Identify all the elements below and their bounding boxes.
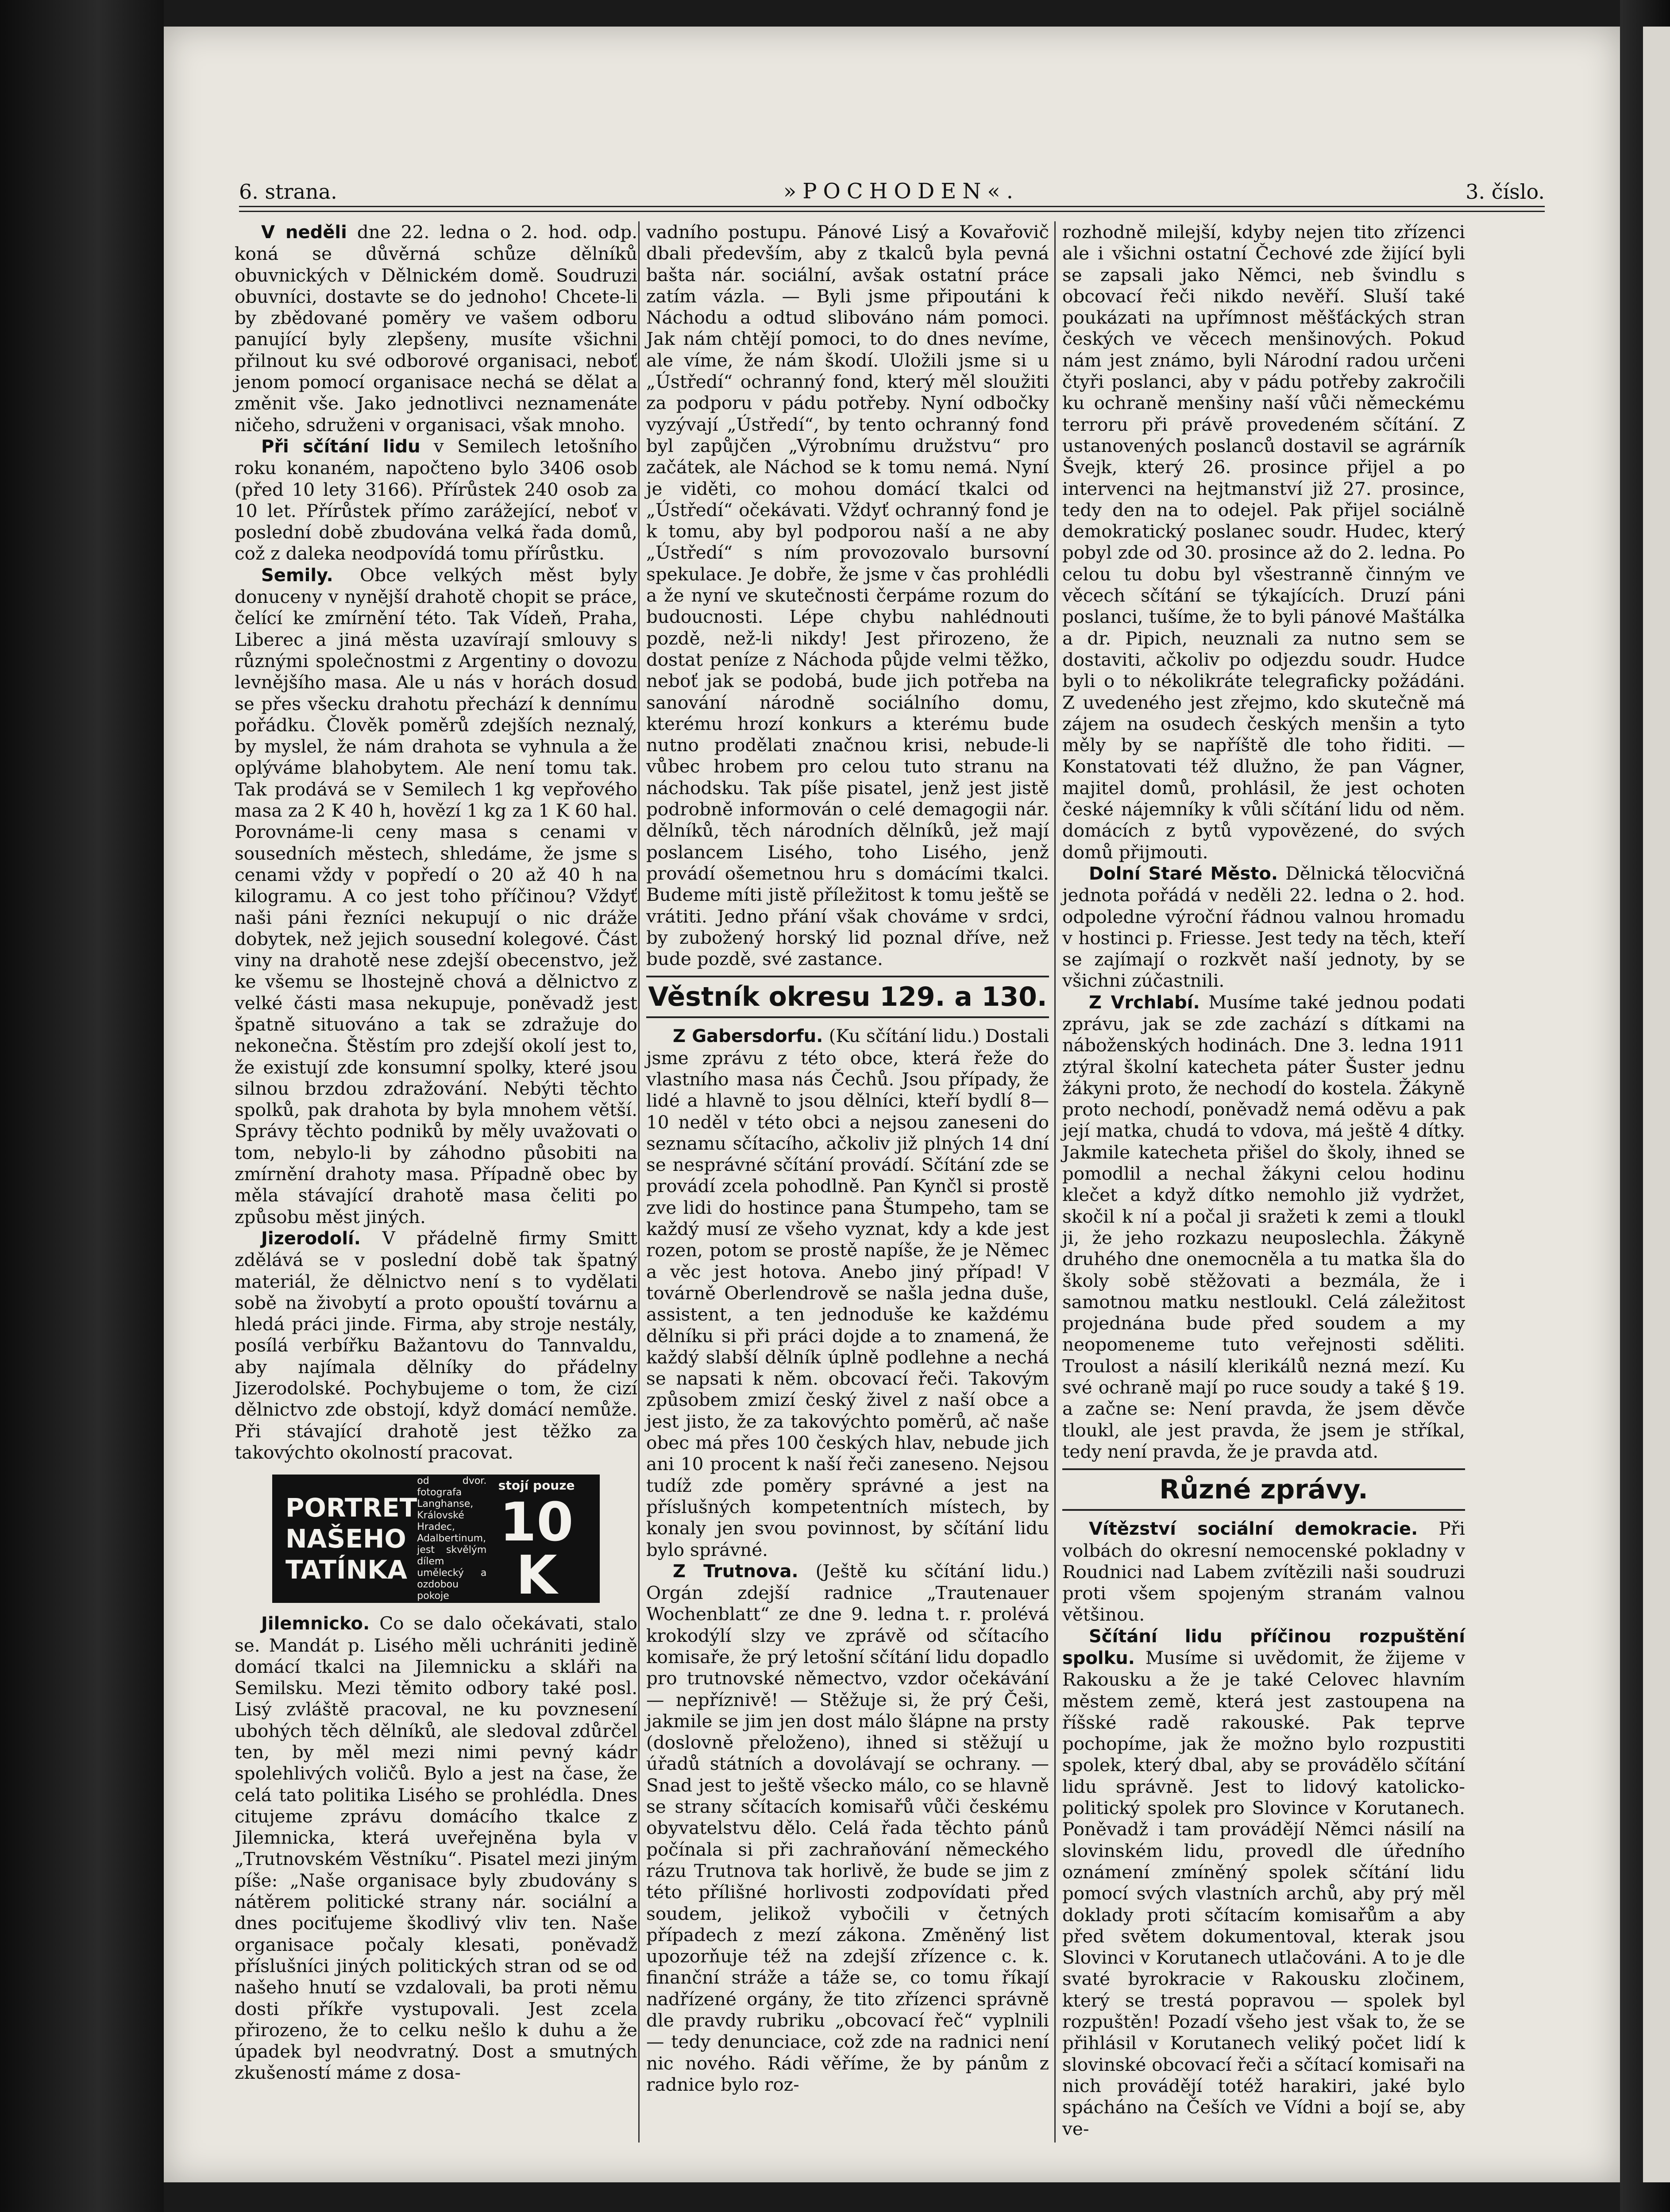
ad-line: NAŠEHO: [285, 1524, 406, 1554]
ad-price-amount: 10 K: [499, 1492, 574, 1607]
article-head: Jilemnicko.: [261, 1614, 370, 1634]
article-text: v Semilech letošního roku konaném, napočteno bylo 3406 osob (před 10 lety 3166). Přírůstek 240 osob za 10 let. Přírůstek přímo zarážející, neboť v poslední době zbudována velká řada domů, což z daleka neodpovídá tomu přírůstku.: [235, 435, 638, 564]
ad-line: TATÍNKA: [285, 1555, 407, 1585]
article: [646, 1025, 1049, 1560]
article: [235, 1613, 637, 2084]
column-3: [1062, 221, 1465, 2139]
page-header: [239, 173, 1545, 204]
article-head: Semily.: [261, 565, 333, 586]
article: [235, 436, 637, 564]
ad-price-label: stojí pouze: [498, 1478, 575, 1493]
article-text: Dělnická tělocvičná jednota pořádá v neděli 22. ledna o 2. hod. odpoledne výroční řádnou valnou hromadu v hostinci p. Friesse. Jest tedy na těch, kteří se zajímají o rozkvět naší jednoty, by se všichni zúčastnili.: [1062, 862, 1465, 992]
article-continuation: vadního postupu. Pánové Lisý a Kovařovič dbali především, aby z tkalců byla pevná bašta nár. sociální, avšak ostatní práce zatím vázla. — Byli jsme připoutáni k Náchodu a odtud slibováno nám pomoci. Jak nám chtějí pomoci, to do dnes nevíme, ale víme, že nám škodí. Uložili jsme si u „Ústředí“ ochranný fond, který měl sloužiti za podporu v pádu potřeby. Nyní odbočky vyzývají „Ústředí“, by tento ochranný fond byl zapůjčen „Výrobnímu družstvu“ pro začátek, ale Náchod se k tomu nemá. Nyní je viděti, co mohou domácí tkalci od „Ústředí“ očekávati. Vždyť ochranný fond je k tomu, aby byl podporou naší a ne aby „Ústředí“ s ním provozovalo bursovní spekulace. Je dobře, že jsme v čas prohlédli a že nyní ve skutečnosti čerpáme rozum do budoucnosti. Lépe chybu nahlédnouti pozdě, než-li nikdy! Jest přirozeno, že dostat peníze z Náchoda půjde velmi těžko, neboť jak se podobá, bude jich potřeba na sanování národně sociálního domu, kterému hrozí konkurs a kterému bude nutno prodělati značnou krisi, nebude-li vůbec hrobem pro celou tuto stranu na náchodsku. Tak píše pisatel, jenž jest jistě podrobně informován o celé demagogii nár. dělníků, těch národních dělníků, jež mají poslancem Lisého, toho Lisého, jenž provádí ošemetnou hru s domácími tkalci. Budeme míti jistě příležitost k tomu ještě se vrátiti. Jedno přání však chováme v srdci, by zubožený horský lid poznal dříve, než bude pozdě, své zastance.: [646, 221, 1049, 970]
article-head: Dolní Staré Město.: [1089, 863, 1278, 884]
header-rule: [239, 206, 1545, 212]
article: [235, 1228, 637, 1463]
article: [1062, 863, 1465, 992]
ad-line: PORTRET: [285, 1493, 417, 1523]
scan-border-left: [0, 0, 164, 2212]
ad-description: od dvor. fotografa Langhanse, Královské Hradec, Adalbertinum, jest skvělým dílem umělecký a ozdobou pokoje: [417, 1475, 487, 1602]
article-text: Při volbách do okresní nemocenské pokladny v Roudnici nad Labem zvítězili naši soudruzi proti všem spojeným stranám valnou většinou.: [1062, 1518, 1466, 1625]
article-text: (Ku sčítání lidu.) Dostali jsme zprávu z této obce, která řeže do vlastního masa nás Čechů. Jsou případy, že lidé a hlavně to jsou dělníci, kteří bydlí 8—10 neděl v této obci a nejsou zaneseni do seznamu sčítacího, ačkoliv již plných 14 dní se nesprávné sčítání provádí. Sčítání zde se provádí zcela pohodlně. Pan Kynčl si prostě zve lidi do hostince pana Štumpeho, tam se každý musí ze všeho vyznat, kdy a kde jest rozen, potom se prostě napíše, že je Němec a věc jest hotova. Anebo jiný případ! V továrně Oberlendrově se našla jedna duše, assistent, a ten jednoduše ke každému dělníku si při práci dojde a to znamená, že každý slabší dělník úplně podlehne a nechá se napsati k něm. obcovací řeči. Takovým způsobem zmizí český živel z naší obce a jest jisto, že za takovýchto poměrů, ač naše obec má přes 100 českých hlav, nebude jich ani 10 procent k naší řeči zaneseno. Nejsou tudíž zde poměry správné a jest na příslušných kompetentních místech, by konaly jen svou povinnost, by sčítání lidu bylo správné.: [646, 1025, 1049, 1560]
adjacent-page-edge: [1643, 27, 1670, 2182]
article: [1062, 1518, 1465, 1625]
article-text: Musíme si uvědomit, že žijeme v Rakousku a že je také Celovec hlavním městem země, která jest zastoupena na říšské radě rakouské. Pak teprve pochopíme, jak že možno bylo rozpustiti spolek, který dbal, aby se provádělo sčítání lidu správně. Jest to lidový katolicko-politický spolek pro Slovince v Korutanech. Poněvadž i tam provádějí Němci násilí na slovinském lidu, provedl dle úředního oznámení zmíněný spolek sčítání lidu pomocí svých vlastních archů, aby prý měl doklady proti sčítacím komisařům a aby před světem dokumentoval, kterak jsou Slovinci v Korutanech utlačováni. A to je dle svaté byrokracie v Rakousku zločinem, který se trestá popravou — spolek byl rozpuštěn! Pozadí všeho jest však to, že se přihlásil v Korutanech veliký počet lidí k slovinské obcovací řeči a sčítací komisaři na nich provádějí totéž harakiri, jaké bylo spácháno na Češích ve Vídni a bojí se, aby ve-: [1062, 1647, 1465, 2139]
article-text: Musíme také jednou podati zprávu, jak se zde zachází s dítkami na náboženských hodinách. Dne 3. ledna 1911 ztýral školní katecheta páter Šuster jednu žákyni proto, že nechodí do kostela. Žákyně proto nechodí, poněvadž nemá oděvu a pak její matka, chudá to vdova, má ještě 4 dítky. Jakmile katecheta přišel do školy, ihned se pomodlil a nechal žákyni celou hodinu klečet a když dítko nemohlo již vydržet, skočil k ní a počal ji sražeti k zemi a tloukl ji, že jeho rozkazu neuposlechla. Žákyně druhého dne onemocněla a tu matka šla do školy sobě stěžovati a bezmála, že i samotnou matku nestloukl. Celá záležitost projednána bude před soudem a my neopomeneme tuto veřejnosti sděliti. Troulost a násilí klerikálů nezná mezí. Ku své ochraně mají po ruce soudy a také § 19. a začne se: Není pravda, že jsem děvče tloukl, ale jest pravda, že jsem je stříkal, tedy není pravda, že je pravda atd.: [1062, 991, 1465, 1462]
ad-price: [486, 1475, 586, 1607]
page-number: 6. strana.: [239, 180, 337, 204]
column-rule: [638, 221, 640, 2143]
article-text: Co se dalo očekávati, stalo se. Mandát p. Lisého měli uchrániti jedině domácí tkalci na Jilemnicku a skláři na Semilsku. Mezi těmito odbory také posl. Lisý zvláště pracoval, ne ku povznesení ubohých těch dělníků, ale sledoval zdůrčel ten, by měl mezi nimi pevný kádr spolehlivých voličů. Bylo a jest na čase, že celá tato politika Lisého se prohlédla. Dnes citujeme zprávu domácího tkalce z Jilemnicka, která uveřejněna byla v „Trutnovském Věstníku“. Pisatel mezi jiným píše: „Naše organisace byly zbudovány s nátěrem politické strany nár. sociální a dnes pociťujeme škodlivý vliv ten. Naše organisace počaly klesati, poněvadž příslušníci jiných politických stran od se od našeho hnutí se vzdalovali, ba proti němu dosti příkře vystupovali. Jest zcela přirozeno, že to celku nešlo k duhu a že úpadek byl neodvratný. Dost a smutných zkušeností máme z dosa-: [235, 1613, 637, 2084]
column-2: [646, 221, 1049, 2095]
portrait-advertisement: [272, 1475, 600, 1607]
article-head: Při sčítání lidu: [261, 436, 420, 457]
article-head: Vítězství sociální demokracie.: [1089, 1519, 1418, 1540]
issue-number: 3. číslo.: [1466, 180, 1545, 204]
article: [1062, 992, 1465, 1463]
section-heading: Různé zprávy.: [1062, 1468, 1465, 1511]
article: [235, 221, 637, 436]
article-text: V přádelně firmy Smitt zdělává se v poslední době tak špatný materiál, že dělnictvo není s to vydělati sobě na živobytí a proto opouští továrnu a hledá práci jinde. Firma, aby stroje nestály, posílá verbířku Bažantovu do Tannvaldu, aby najímala dělníky do přádelny Jizerodolské. Pochybujeme o tom, že cizí dělnictvo zde obstojí, když domácí nemůže. Při stávající drahotě jest těžko za takovýchto okolností pracovat.: [235, 1227, 637, 1463]
article: [235, 564, 637, 1228]
article-text: Obce velkých měst byly donuceny v nynější drahotě chopit se práce, čelící ke zmírnění této. Tak Vídeň, Praha, Liberec a jiná města uzavírají smlouvy s různými společnostmi z Argentiny o dovozu levnějšího masa. Ale u nás v horách dosud se přes všecku drahotu přechází k dennímu pořádku. Člověk poměrů zdejších neznalý, by myslel, že nám drahota se vyhnula a že oplýváme blahobytem. Ale není tomu tak. Tak prodává se v Semilech 1 kg vepřového masa za 2 K 40 h, hovězí 1 kg za 1 K 60 hal. Porovnáme-li ceny masa s cenami v sousedních městech, shledáme, že jsme s cenami vždy v popředí o 20 až 40 h na kilogramu. A co jest toho příčinou? Vždyť naši páni řezníci nekupují o nic dráže dobytek, než jejich sousední kolegové. Část viny na drahotě nese zdejší obecenstvo, jež ke všemu se lhostejně chová a dělnictvo z velké části masa nekupuje, poněvadž jest špatně situováno a tak se zdražuje do nekonečna. Štěstím pro zdejší okolí jest to, že existují zde konsumní spolky, které jsou silnou brzdou zdražování. Nebýti těchto spolků, pak drahota by byla mnohem větší. Správy těchto podniků by měly uvažovati o tom, nebylo-li by záhodno působiti na zmírnění drahoty masa. Případně obec by měla stávající drahotě masa čeliti po způsobu měst jiných.: [235, 564, 637, 1228]
section-heading: Věstník okresu 129. a 130.: [646, 976, 1049, 1018]
column-1: [235, 221, 637, 2084]
article-head: Sčítání lidu příčinou rozpuštění spolku.: [1062, 1626, 1465, 1668]
newspaper-title: »POCHODEN«.: [783, 179, 1019, 204]
article-head: Z Vrchlabí.: [1089, 992, 1200, 1013]
article-head: V neděli: [261, 222, 347, 243]
newspaper-page: [164, 27, 1620, 2182]
article-text: dne 22. ledna o 2. hod. odp. koná se důvěrná schůze dělníků obuvnických v Dělnickém domě. Soudruzi obuvníci, dostavte se do jednoho! Chcete-li by zbědované poměry ve vašem odboru panující byly zlepšeny, musíte všichni přilnout ku své odborové organisaci, neboť jenom pomocí organisace nechá se dělat a změnit vše. Jako jednotlivci neznamenáte ničeho, sdruženi v organisaci, však mnoho.: [235, 221, 637, 436]
article: [1062, 1625, 1465, 2139]
article-head: Z Gabersdorfu.: [673, 1026, 823, 1047]
article-head: Z Trutnova.: [673, 1561, 798, 1582]
article-continuation: rozhodně milejší, kdyby nejen tito zřízenci ale i všichni ostatní Čechové zde žijící byli se zapsali jako Němci, neb švindlu s obcovací řeči nikdo nevěří. Sluší také poukázati na upřímnost měšťáckých stran českých ve věcech menšinových. Pokud nám jest známo, byli Národní radou určeni čtyři poslanci, aby v pádu potřeby zakročili ku ochraně menšiny naší vůči německému terroru při právě provedeném sčítání. Z ustanovených poslanců dostavil se agrárník Švejk, který 26. prosince přijel a po intervenci na hejtmanství již 27. prosince, tedy den na to odejel. Pak přijel sociálně demokratický poslanec soudr. Hudec, který pobyl zde od 30. prosince až do 2. ledna. Po celou tu dobu byl všestranně činným ve věcech sčítání se týkajících. Druzí páni poslanci, tušíme, že to byli pánové Maštálka a dr. Pipich, neuznali za nutno sem se dostaviti, ačkoliv po odjezdu soudr. Hudce byli o to nékolikráte telegraficky požádáni. Z uvedeného jest zřejmo, kdo skutečně má zájem na osudech českých menšin a tyto měly by se napříště dle toho řiditi. — Konstatovati též dlužno, že pan Vágner, majitel domů, prohlásil, že jest ochoten české nájemníky k vůli sčítání lidu od něm. domácích z bytů vypovězené, do svých domů přijmouti.: [1062, 221, 1465, 863]
article-head: Jizerodolí.: [261, 1228, 361, 1249]
article-text: (Ještě ku sčítání lidu.) Orgán zdejší radnice „Trautenauer Wochenblatt“ ze dne 9. ledna t. r. prolévá krokodýlí slzy ve zprávě od sčítacího komisaře, že prý letošní sčítání lidu dopadlo pro trutnovské němectvo, vzdor očekávání — nepříznivě! — Stěžuje si, že prý Češi, jakmile se jim jen dost málo šlápne na prsty (doslovně přeloženo), ihned si stěžují u úřadů státních a dovolávají se ochrany. — Snad jest to ještě všecko málo, co se hlavně se strany sčítacích komisařů vůči českému obyvatelstvu dělo. Celá řada těchto pánů počínala si při zachraňování německého rázu Trutnova tak horlivě, že bude se jim z této přílišné horlivosti zodpovídati před soudem, jelikož vybočili v četných případech z mezí zákona. Změněný list upozorňuje též na zdejší zřízence c. k. finanční stráže a táže se, co tomu říkají nadřízené orgány, že tito zřízenci správně dle pravdy rubriku „obcovací řeč“ vyplnili — tedy denunciace, což zde na radnici není nic nového. Rádi věříme, že by pánům z radnice bylo roz-: [646, 1560, 1049, 2095]
column-rule: [1054, 221, 1056, 2143]
article: [646, 1560, 1049, 2095]
ad-headline: [285, 1492, 417, 1585]
